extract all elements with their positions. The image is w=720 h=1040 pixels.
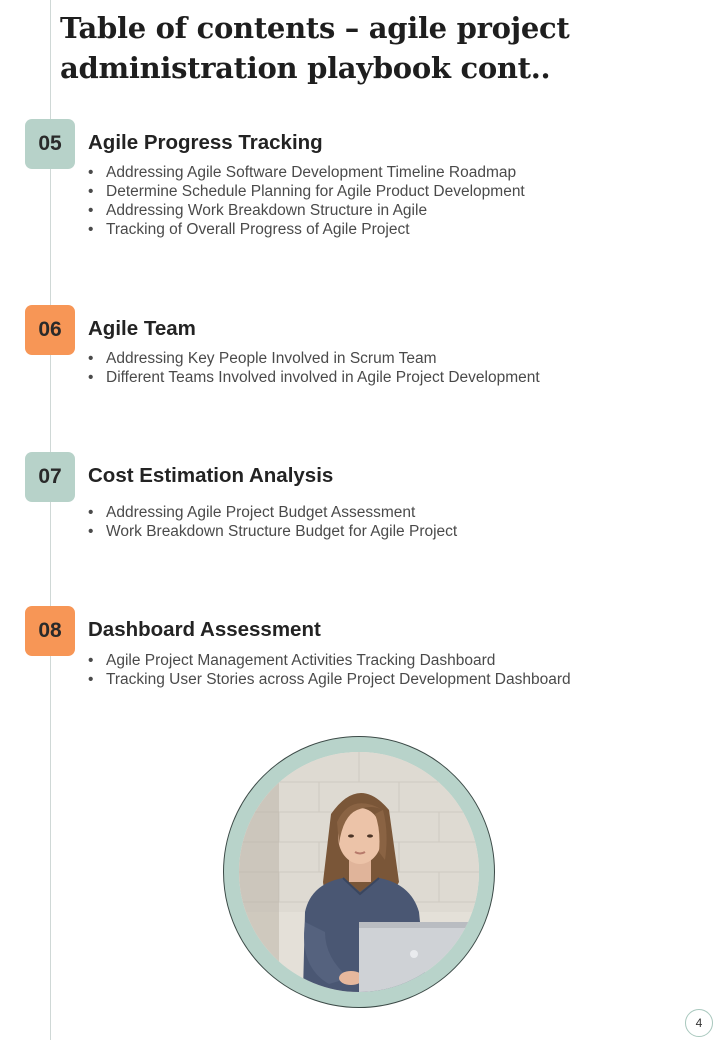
section-number-badge: 06 xyxy=(25,305,75,355)
section-title: Cost Estimation Analysis xyxy=(88,464,334,487)
list-item: • Addressing Agile Project Budget Assessment xyxy=(88,503,457,522)
section-item-list xyxy=(88,503,457,541)
section-number-badge: 08 xyxy=(25,606,75,656)
photo-illustration xyxy=(239,752,479,992)
section-title: Dashboard Assessment xyxy=(88,618,321,641)
list-item: • Addressing Agile Software Development Timeline Roadmap xyxy=(88,163,525,182)
photo-frame xyxy=(223,736,495,1008)
section-item-list xyxy=(88,349,540,387)
section-title: Agile Team xyxy=(88,317,196,340)
section-number-badge: 05 xyxy=(25,119,75,169)
page-title: Table of contents – agile project administration playbook cont.. xyxy=(60,11,570,85)
list-item: • Work Breakdown Structure Budget for Agile Project xyxy=(88,522,457,541)
list-item: • Different Teams Involved involved in Agile Project Development xyxy=(88,368,540,387)
list-item: • Tracking User Stories across Agile Project Development Dashboard xyxy=(88,670,571,689)
list-item: • Addressing Work Breakdown Structure in Agile xyxy=(88,201,525,220)
section-number-badge: 07 xyxy=(25,452,75,502)
section-item-list xyxy=(88,651,571,689)
section-item-list xyxy=(88,163,525,239)
list-item: • Determine Schedule Planning for Agile Product Development xyxy=(88,182,525,201)
woman-at-laptop-photo xyxy=(239,752,479,992)
list-item: • Agile Project Management Activities Tracking Dashboard xyxy=(88,651,571,670)
page-number-badge: 4 xyxy=(685,1009,713,1037)
section-title: Agile Progress Tracking xyxy=(88,131,323,154)
list-item: • Addressing Key People Involved in Scrum Team xyxy=(88,349,540,368)
list-item: • Tracking of Overall Progress of Agile Project xyxy=(88,220,525,239)
